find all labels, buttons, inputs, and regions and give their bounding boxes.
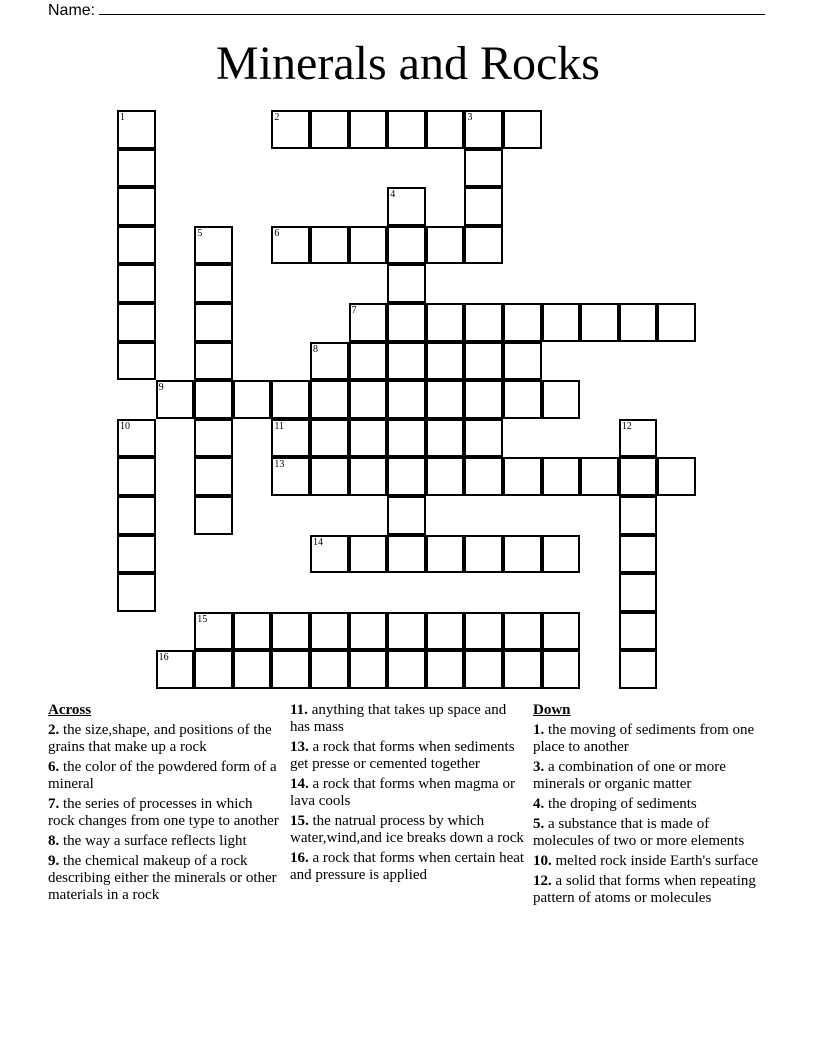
across-clue	[290, 739, 526, 773]
down-clue	[533, 759, 763, 793]
grid-cell[interactable]	[619, 457, 658, 496]
clue-text: the way a surface reflects light	[63, 833, 247, 849]
grid-cell[interactable]	[464, 535, 503, 574]
clue-number: 12	[621, 420, 632, 432]
name-field[interactable]	[48, 0, 765, 20]
grid-cell[interactable]	[117, 573, 156, 612]
clue-text: the natrual process by which water,wind,and ice breaks down a rock	[290, 813, 524, 846]
grid-cell[interactable]	[503, 342, 542, 381]
clue-number: 11	[274, 420, 285, 432]
across-clue	[48, 796, 280, 830]
grid-cell[interactable]	[349, 612, 388, 651]
grid-cell[interactable]	[426, 419, 465, 458]
grid-cell[interactable]	[426, 226, 465, 265]
grid-cell[interactable]	[310, 226, 349, 265]
grid-cell[interactable]	[464, 110, 503, 149]
clue-number: 8.	[48, 833, 60, 849]
down-clue	[533, 796, 763, 813]
clue-text: the moving of sediments from one place to another	[533, 722, 755, 755]
grid-cell[interactable]	[233, 612, 272, 651]
grid-cell[interactable]	[580, 457, 619, 496]
grid-cell[interactable]	[156, 380, 195, 419]
across-clue	[48, 759, 280, 793]
grid-cell[interactable]	[310, 457, 349, 496]
across-clue	[48, 722, 280, 756]
grid-cell[interactable]	[542, 612, 581, 651]
clue-number: 14	[313, 536, 323, 548]
grid-cell[interactable]	[387, 612, 426, 651]
grid-cell[interactable]	[503, 380, 542, 419]
grid-cell[interactable]	[426, 342, 465, 381]
clue-number: 14.	[290, 776, 309, 792]
grid-cell[interactable]	[464, 419, 503, 458]
down-heading: Down	[533, 702, 571, 718]
clue-text: anything that takes up space and has mass	[290, 702, 507, 735]
clue-text: a rock that forms when magma or lava cools	[290, 776, 515, 809]
down-clues	[533, 702, 763, 910]
grid-cell[interactable]	[349, 110, 388, 149]
grid-cell[interactable]	[194, 650, 233, 689]
grid-cell[interactable]	[464, 380, 503, 419]
grid-cell[interactable]	[387, 303, 426, 342]
grid-cell[interactable]	[194, 496, 233, 535]
grid-cell[interactable]	[503, 457, 542, 496]
grid-cell[interactable]	[271, 457, 310, 496]
clue-number: 10	[120, 420, 130, 432]
grid-cell[interactable]	[503, 303, 542, 342]
grid-cell[interactable]	[194, 226, 233, 265]
across-clue	[48, 853, 280, 904]
clue-text: melted rock inside Earth's surface	[555, 853, 759, 869]
grid-cell[interactable]	[503, 110, 542, 149]
down-clue	[533, 853, 763, 870]
grid-cell[interactable]	[194, 612, 233, 651]
grid-cell[interactable]	[117, 149, 156, 188]
grid-cell[interactable]	[387, 110, 426, 149]
grid-cell[interactable]	[426, 303, 465, 342]
grid-cell[interactable]	[426, 457, 465, 496]
grid-cell[interactable]	[619, 419, 658, 458]
clue-number: 7	[351, 305, 357, 316]
name-label: Name:	[48, 2, 96, 19]
grid-cell[interactable]	[310, 342, 349, 381]
clue-number: 16.	[290, 850, 309, 866]
across-clue	[48, 833, 280, 850]
grid-cell[interactable]	[619, 303, 658, 342]
grid-cell[interactable]	[117, 496, 156, 535]
clue-number: 16	[158, 652, 169, 664]
grid-cell[interactable]	[310, 650, 349, 689]
grid-cell[interactable]	[542, 650, 581, 689]
clue-number: 5	[197, 227, 203, 239]
grid-cell[interactable]	[657, 303, 696, 342]
clue-text: a solid that forms when repeating pattern of atoms or molecules	[533, 873, 756, 906]
grid-cell[interactable]	[117, 264, 156, 303]
grid-cell[interactable]	[271, 419, 310, 458]
grid-cell[interactable]	[387, 457, 426, 496]
grid-cell[interactable]	[271, 650, 310, 689]
grid-cell[interactable]	[464, 650, 503, 689]
grid-cell[interactable]	[349, 380, 388, 419]
grid-cell[interactable]	[194, 342, 233, 381]
clue-number: 1.	[533, 722, 545, 738]
grid-cell[interactable]	[464, 303, 503, 342]
down-clue	[533, 722, 763, 756]
clue-text: a rock that forms when certain heat and pressure is applied	[290, 850, 525, 883]
across-clue	[290, 776, 526, 810]
grid-cell[interactable]	[349, 342, 388, 381]
grid-cell[interactable]	[580, 303, 619, 342]
grid-cell[interactable]	[426, 612, 465, 651]
clue-text: the color of the powdered form of a mineral	[48, 759, 277, 792]
grid-cell[interactable]	[271, 612, 310, 651]
across-clue	[290, 813, 526, 847]
across-clues-col2	[290, 702, 526, 887]
grid-cell[interactable]	[349, 457, 388, 496]
grid-cell[interactable]	[117, 342, 156, 381]
grid-cell[interactable]	[194, 419, 233, 458]
grid-cell[interactable]	[426, 110, 465, 149]
clue-text: the droping of sediments	[548, 796, 697, 812]
grid-cell[interactable]	[426, 380, 465, 419]
grid-cell[interactable]	[194, 457, 233, 496]
clue-number: 13	[274, 459, 285, 471]
grid-cell[interactable]	[387, 535, 426, 574]
clue-number: 6.	[48, 759, 60, 775]
grid-cell[interactable]	[233, 650, 272, 689]
grid-cell[interactable]	[464, 612, 503, 651]
grid-cell[interactable]	[349, 226, 388, 265]
grid-cell[interactable]	[387, 650, 426, 689]
grid-cell[interactable]	[464, 457, 503, 496]
down-clue	[533, 816, 763, 850]
grid-cell[interactable]	[387, 496, 426, 535]
clue-number: 13.	[290, 739, 309, 755]
grid-cell[interactable]	[349, 650, 388, 689]
grid-cell[interactable]	[156, 650, 195, 689]
clue-text: the chemical makeup of a rock describing either the minerals or other materials in a rock	[48, 853, 277, 903]
clue-number: 12.	[533, 873, 552, 889]
grid-cell[interactable]	[310, 535, 349, 574]
clue-number: 9.	[48, 853, 60, 869]
grid-cell[interactable]	[464, 342, 503, 381]
grid-cell[interactable]	[619, 650, 658, 689]
grid-cell[interactable]	[619, 612, 658, 651]
clue-number: 3.	[533, 759, 545, 775]
clue-text: a rock that forms when sediments get presse or cemented together	[290, 739, 515, 772]
clue-number: 4.	[533, 796, 545, 812]
grid-cell[interactable]	[464, 226, 503, 265]
clue-number: 4	[390, 189, 396, 201]
clue-text: a combination of one or more minerals or organic matter	[533, 759, 726, 792]
grid-cell[interactable]	[117, 303, 156, 342]
grid-cell[interactable]	[542, 535, 581, 574]
grid-cell[interactable]	[271, 110, 310, 149]
clue-text: the series of processes in which rock changes from one type to another	[48, 796, 279, 829]
grid-cell[interactable]	[349, 535, 388, 574]
grid-cell[interactable]	[271, 380, 310, 419]
grid-cell[interactable]	[426, 535, 465, 574]
name-blank-line[interactable]	[99, 0, 765, 15]
grid-cell[interactable]	[619, 535, 658, 574]
clue-number: 6	[274, 227, 280, 239]
across-heading: Across	[48, 702, 92, 718]
clue-number: 15.	[290, 813, 309, 829]
page-title: Minerals and Rocks	[216, 37, 600, 90]
grid-cell[interactable]	[310, 380, 349, 419]
grid-cell[interactable]	[117, 110, 156, 149]
grid-cell[interactable]	[117, 535, 156, 574]
grid-cell[interactable]	[117, 226, 156, 265]
grid-cell[interactable]	[619, 573, 658, 612]
grid-cell[interactable]	[233, 380, 272, 419]
grid-cell[interactable]	[194, 303, 233, 342]
grid-cell[interactable]	[387, 419, 426, 458]
grid-cell[interactable]	[271, 226, 310, 265]
clue-number: 9	[158, 382, 164, 394]
clue-number: 11.	[290, 702, 308, 718]
grid-cell[interactable]	[117, 187, 156, 226]
across-clue	[290, 702, 526, 736]
grid-cell[interactable]	[349, 303, 388, 342]
clue-number: 1	[120, 112, 125, 123]
grid-cell[interactable]	[349, 419, 388, 458]
grid-cell[interactable]	[503, 612, 542, 651]
clue-text: the size,shape, and positions of the grains that make up a rock	[48, 722, 272, 755]
crossword-grid	[118, 111, 698, 693]
grid-cell[interactable]	[387, 264, 426, 303]
grid-cell[interactable]	[657, 457, 696, 496]
down-clue	[533, 873, 763, 907]
grid-cell[interactable]	[194, 380, 233, 419]
clue-text: a substance that is made of molecules of two or more elements	[533, 816, 745, 849]
clue-number: 3	[467, 112, 473, 123]
grid-cell[interactable]	[387, 226, 426, 265]
clue-number: 5.	[533, 816, 545, 832]
across-clue	[290, 850, 526, 884]
grid-cell[interactable]	[387, 342, 426, 381]
grid-cell[interactable]	[194, 264, 233, 303]
clue-number: 2.	[48, 722, 60, 738]
grid-cell[interactable]	[117, 457, 156, 496]
grid-cell[interactable]	[464, 187, 503, 226]
grid-cell[interactable]	[387, 187, 426, 226]
grid-cell[interactable]	[310, 419, 349, 458]
grid-cell[interactable]	[387, 380, 426, 419]
clue-number: 8	[313, 343, 318, 355]
grid-cell[interactable]	[542, 303, 581, 342]
across-clues-col1	[48, 702, 280, 907]
grid-cell[interactable]	[503, 535, 542, 574]
clue-number: 10.	[533, 853, 552, 869]
clue-number: 7.	[48, 796, 60, 812]
grid-cell[interactable]	[310, 612, 349, 651]
grid-cell[interactable]	[117, 419, 156, 458]
grid-cell[interactable]	[503, 650, 542, 689]
grid-cell[interactable]	[426, 650, 465, 689]
grid-cell[interactable]	[310, 110, 349, 149]
clue-number: 15	[197, 613, 208, 625]
grid-cell[interactable]	[542, 457, 581, 496]
grid-cell[interactable]	[542, 380, 581, 419]
grid-cell[interactable]	[619, 496, 658, 535]
grid-cell[interactable]	[464, 149, 503, 188]
clue-number: 2	[274, 112, 280, 123]
